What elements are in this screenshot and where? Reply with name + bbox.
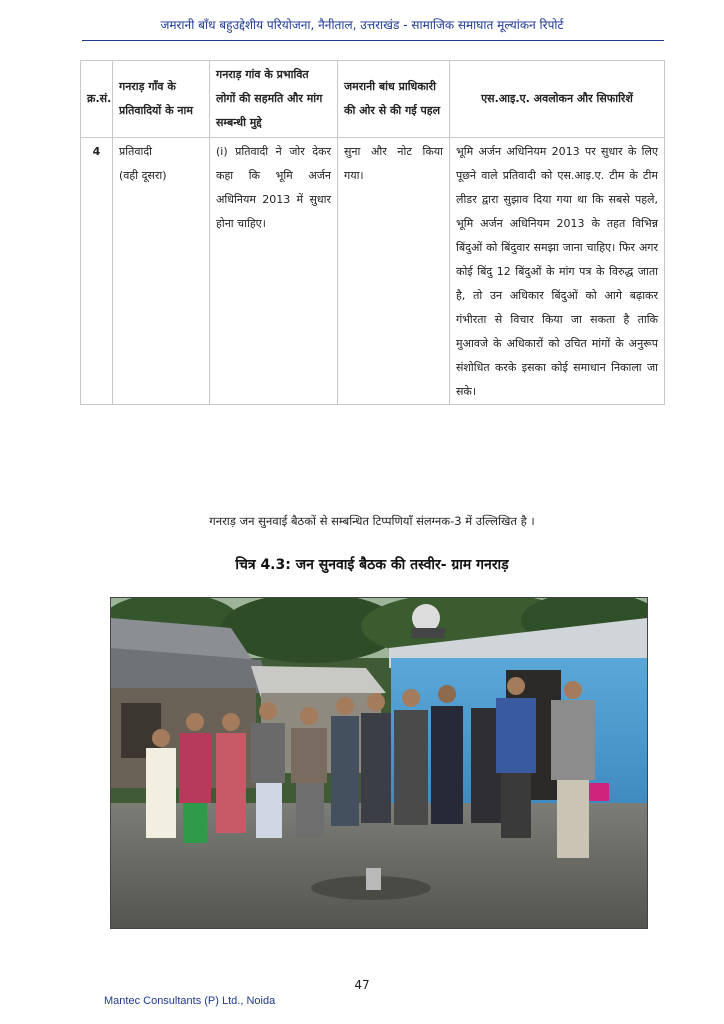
header-sn: क्र.सं.	[81, 61, 113, 138]
photo-illustration	[111, 598, 647, 928]
table-row	[81, 138, 665, 405]
page-number: 47	[354, 978, 370, 992]
header-authority: जमरानी बांध प्राधिकारी की ओर से की गई पहल	[338, 61, 450, 138]
meeting-photo	[110, 597, 648, 929]
cell-sn: 4	[81, 138, 113, 405]
cell-recommendations: भूमि अर्जन अधिनियम 2013 पर सुधार के लिए पूछने वाले प्रतिवादी को एस.आइ.ए. टीम के टीम लीडर द्वारा सुझाव दिया गया था कि सबसे पहले, भूमि अर्जन अधिनियम 2013 के तहत विभिन्न बिंदुओं को बिंदुवार समझा जाना चाहिए। फिर अगर कोई बिंदु 12 बिंदुओं के मांग पत्र के विरुद्ध जाता है, तो उन अधिकार बिंदुओं को आगे बढ़ाकर गंभीरता से विचार किया जा सकता है ताकि मुआवजे के अधिकारों को उचित मांगों के अनुरूप संशोधित करके इसका कोई समाधान निकाला जा सके।	[450, 138, 665, 405]
cell-issues: (i) प्रतिवादी ने जोर देकर कहा कि भूमि अर्जन अधिनियम 2013 में सुधार होना चाहिए।	[210, 138, 338, 405]
header-rule	[82, 40, 664, 41]
header-issues: गनराड़ गांव के प्रभावित लोगों की सहमति और मांग सम्बन्धी मुद्दे	[210, 61, 338, 138]
figure-caption: चित्र 4.3: जन सुनवाई बैठक की तस्वीर- ग्राम गनराड़	[235, 557, 509, 573]
table-header-row	[81, 61, 665, 138]
cell-authority: सुना और नोट किया गया।	[338, 138, 450, 405]
header-recommendations: एस.आइ.ए. अवलोकन और सिफारिशें	[450, 61, 665, 138]
recommendation-table	[80, 60, 665, 405]
footer-company: Mantec Consultants (P) Ltd., Noida	[104, 995, 276, 1007]
respondent-name: प्रतिवादी	[119, 145, 153, 158]
cell-respondent	[113, 138, 210, 405]
header-respondent: गनराड़ गाँव के प्रतिवादियों के नाम	[113, 61, 210, 138]
annex-note: गनराड़ जन सुनवाई बैठकों से सम्बन्धित टिप्पणियाँ संलग्नक-3 में उल्लिखित है ।	[209, 514, 535, 528]
page-header: जमरानी बाँध बहुउद्देशीय परियोजना, नैनीताल, उत्तराखंड - सामाजिक समाघात मूल्यांकन रिपोर्ट	[160, 18, 564, 32]
respondent-note: (वही दूसरा)	[119, 169, 167, 182]
